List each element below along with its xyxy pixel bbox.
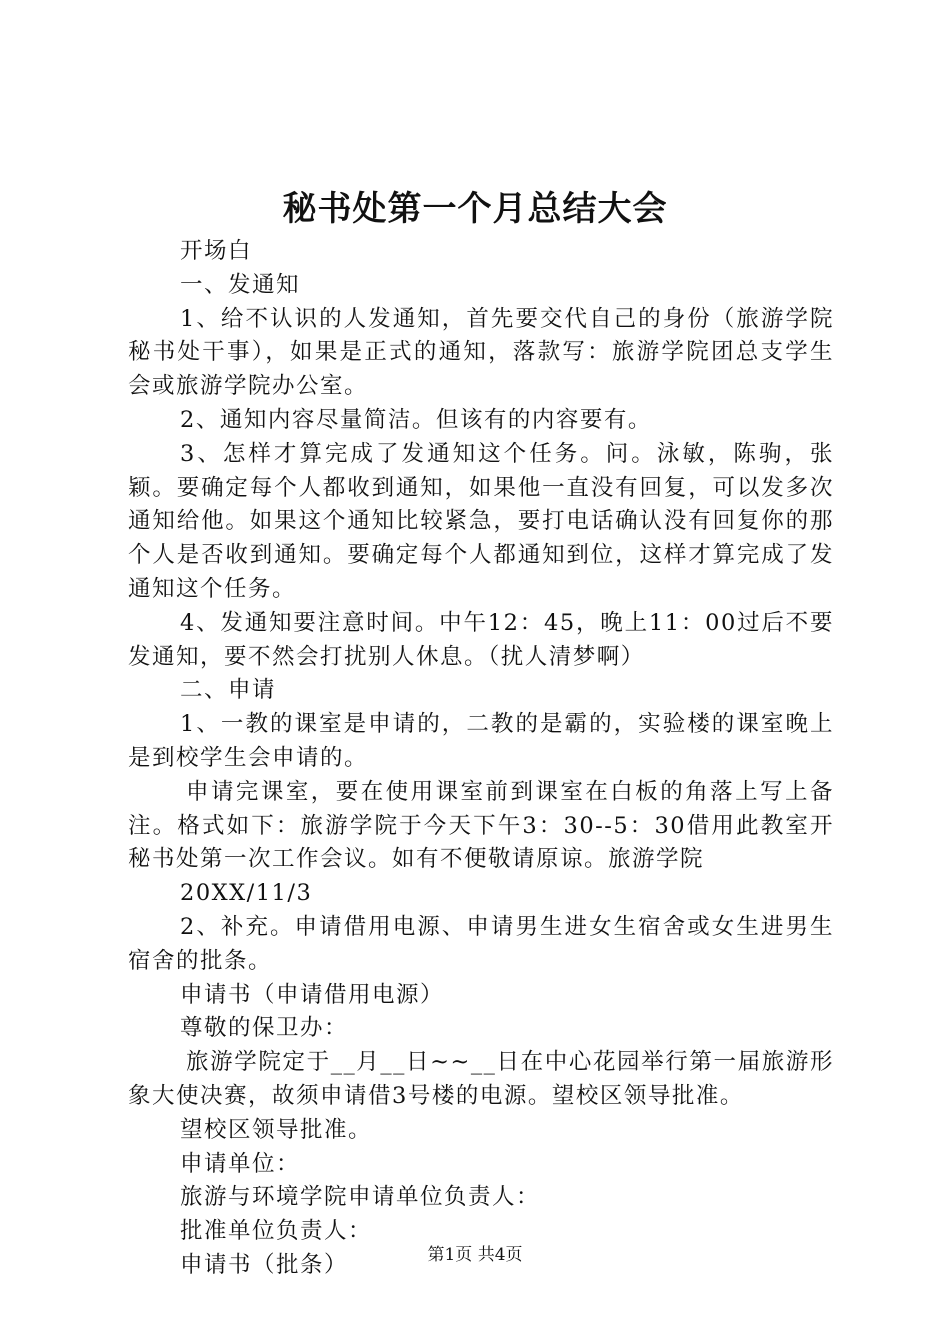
paragraph-opening: 开场白 [180, 238, 253, 264]
paragraph: 申请完课室，要在使用课室前到课室在白板的角落上写上备注。格式如下：旅游学院于今天下午3：30--5：30借用此教室开秘书处第一次工作会议。如有不便敬请原谅。旅游学院 [128, 778, 834, 873]
paragraph: 旅游学院定于__月__日~~__日在中心花园举行第一届旅游形象大使决赛，故须申请借3号楼的电源。望校区领导批准。 [128, 1049, 834, 1109]
paragraph: 申请书（申请借用电源） [180, 981, 445, 1008]
paragraph: 1、一教的课室是申请的，二教的是霸的，实验楼的课室晚上是到校学生会申请的。 [128, 711, 834, 771]
paragraph: 批准单位负责人： [180, 1218, 373, 1245]
paragraph-date: 20XX/11/3 [180, 880, 313, 907]
paragraph: 2、补充。申请借用电源、申请男生进女生宿舍或女生进男生宿舍的批条。 [128, 913, 834, 974]
paragraph: 申请书（批条） [180, 1251, 349, 1278]
paragraph: 1、给不认识的人发通知，首先要交代自己的身份（旅游学院秘书处干事），如果是正式的通知，落款写：旅游学院团总支学生会或旅游学院办公室。 [128, 305, 834, 400]
heading-application: 二、申请 [180, 677, 277, 704]
paragraph: 3、怎样才算完成了发通知这个任务。问。泳敏，陈驹，张颖。要确定每个人都收到通知，如果他一直没有回复，可以发多次通知给他。如果这个通知比较紧急，要打电话确认没有回复你的那个人是否收到通知。要确定每个人都通知到位，这样才算完成了发通知这个任务。 [128, 440, 834, 602]
document-body [128, 235, 834, 1283]
page-footer: 第1页 共4页 [427, 1245, 523, 1265]
paragraph: 尊敬的保卫办： [180, 1015, 349, 1042]
paragraph: 2、通知内容尽量简洁。但该有的内容要有。 [180, 406, 652, 433]
document-title: 秘书处第一个月总结大会 [282, 189, 668, 229]
paragraph: 望校区领导批准。 [180, 1116, 373, 1143]
paragraph: 申请单位： [180, 1150, 301, 1177]
paragraph: 旅游与环境学院申请单位负责人： [180, 1184, 541, 1211]
paragraph: 4、发通知要注意时间。中午12：45，晚上11：00过后不要发通知，要不然会打扰别人休息。（扰人清梦啊） [128, 609, 834, 670]
heading-notice: 一、发通知 [180, 271, 301, 298]
